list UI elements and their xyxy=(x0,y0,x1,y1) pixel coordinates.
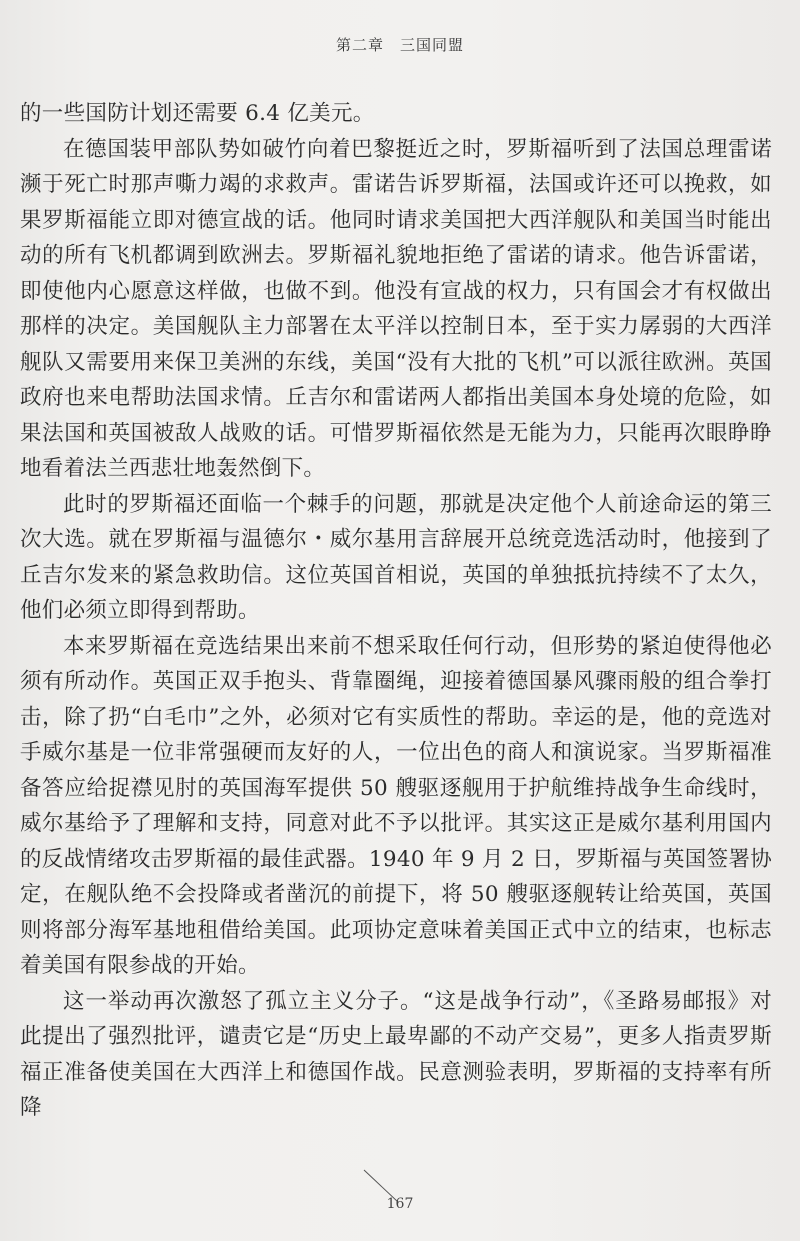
running-header: 第二章 三国同盟 xyxy=(335,36,464,54)
paragraph: 此时的罗斯福还面临一个棘手的问题，那就是决定他个人前途命运的第三次大选。就在罗斯福与温德尔・威尔基用言辞展开总统竞选活动时，他接到了丘吉尔发来的紧急救助信。这位英国首相说，英国的单独抵抗持续不了太久，他们必须立即得到帮助。 xyxy=(20,491,772,623)
paragraph: 本来罗斯福在竞选结果出来前不想采取任何行动，但形势的紧迫使得他必须有所动作。英国正双手抱头、背靠圈绳，迎接着德国暴风骤雨般的组合拳打击，除了扔“白毛巾”之外，必须对它有实质性的帮助。幸运的是，他的竞选对手威尔基是一位非常强硬而友好的人，一位出色的商人和演说家。当罗斯福准备答应给捉襟见肘的英国海军提供 50 艘驱逐舰用于护航维持战争生命线时，威尔基给予了理解和支持，同意对此不予以批评。其实这正是威尔基利用国内的反战情绪攻击罗斯福的最佳武器。1940 年 9 月 2 日，罗斯福与英国签署协定，在舰队绝不会投降或者凿沉的前提下，将 50 艘驱逐舰转让给英国，英国则将部分海军基地租借给美国。此项协定意味着美国正式中立的结束，也标志着美国有限参战的开始。 xyxy=(20,633,772,978)
paragraph-continuation: 的一些国防计划还需要 6.4 亿美元。 xyxy=(20,101,375,126)
paragraph: 这一举动再次激怒了孤立主义分子。“这是战争行动”，《圣路易邮报》对此提出了强烈批评，谴责它是“历史上最卑鄙的不动产交易”，更多人指责罗斯福正准备使美国在大西洋上和德国作战。民意测验表明，罗斯福的支持率有所降 xyxy=(20,988,772,1120)
body-text xyxy=(20,96,772,1126)
paragraph: 在德国装甲部队势如破竹向着巴黎挺近之时，罗斯福听到了法国总理雷诺濒于死亡时那声嘶力竭的求救声。雷诺告诉罗斯福，法国或许还可以挽救，如果罗斯福能立即对德宣战的话。他同时请求美国把大西洋舰队和美国当时能出动的所有飞机都调到欧洲去。罗斯福礼貌地拒绝了雷诺的请求。他告诉雷诺，即使他内心愿意这样做，也做不到。他没有宣战的权力，只有国会才有权做出那样的决定。美国舰队主力部署在太平洋以控制日本，至于实力孱弱的大西洋舰队又需要用来保卫美洲的东线，美国“没有大批的飞机”可以派往欧洲。英国政府也来电帮助法国求情。丘吉尔和雷诺两人都指出美国本身处境的危险，如果法国和英国被敌人战败的话。可惜罗斯福依然是无能为力，只能再次眼睁睁地看着法兰西悲壮地轰然倒下。 xyxy=(20,136,772,481)
page-number: 167 xyxy=(386,1196,414,1212)
